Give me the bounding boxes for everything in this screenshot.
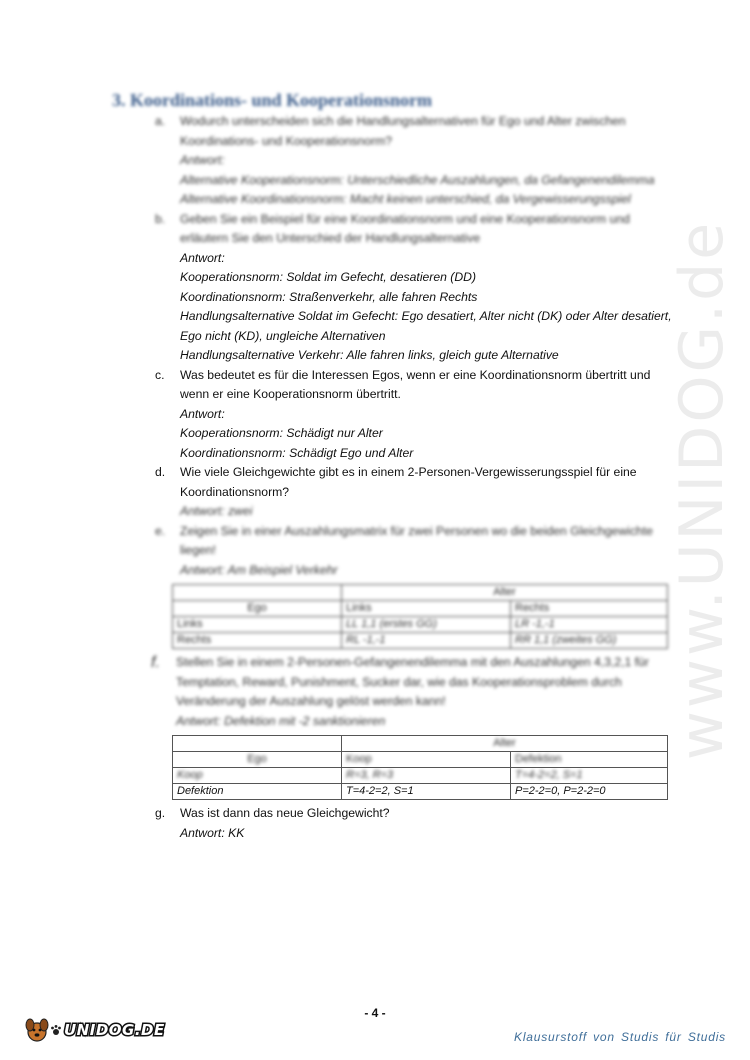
matrix-cell: RL -1,-1 [342, 633, 511, 649]
matrix-row-header: Koop [173, 768, 342, 784]
watermark-text: www.UNIDOG.de [667, 219, 737, 761]
answer-line: Kooperationsnorm: Soldat im Gefecht, desatieren (DD) [180, 270, 477, 284]
item-label: c. [155, 367, 165, 382]
section-heading: 3. Koordinations- und Kooperationsnorm [112, 90, 433, 110]
answer-line: Handlungsalternative Soldat im Gefecht: Ego desatiert, Alter nicht (DK) oder Alter desatiert, Ego nicht (KD), ungleiche Alternativen [180, 309, 672, 343]
matrix-row-header: Links [173, 617, 342, 633]
matrix-ego-header: Ego [173, 601, 342, 617]
answer-line: Antwort: Am Beispiel Verkehr [180, 562, 338, 577]
answer-line: Alternative Kooperationsnorm: Unterschiedliche Auszahlungen, da Gefangenendilemma [180, 172, 655, 187]
question-text: Was bedeutet es für die Interessen Egos, wenn er eine Koordinationsnorm übertritt und wenn er eine Kooperationsnorm übertritt. [180, 367, 651, 401]
item-label: d. [155, 465, 166, 479]
question-c [155, 366, 675, 464]
watermark [667, 219, 737, 761]
matrix-cell: T=4-2=2, S=1 [511, 768, 668, 784]
matrix-cell: R=3, R=3 [342, 768, 511, 784]
answer-line: Koordinationsnorm: Straßenverkehr, alle fahren Rechts [180, 289, 478, 304]
unidog-logo [24, 1016, 165, 1044]
paw-icon [50, 1024, 62, 1036]
question-text: Wodurch unterscheiden sich die Handlungsalternativen für Ego und Alter zwischen Koordinations- und Kooperationsnorm? [180, 114, 626, 148]
question-e [155, 522, 675, 581]
payoff-matrix-e [172, 584, 668, 649]
item-label: a. [155, 114, 166, 128]
matrix-corner [173, 736, 342, 752]
question-text: Geben Sie ein Beispiel für eine Koordinationsnorm und eine Kooperationsnorm und erläutern Sie den Unterschied der Handlungsalternative [180, 211, 630, 245]
matrix-ego-header: Ego [173, 752, 342, 768]
matrix-cell: LL 1,1 (erstes GG) [342, 617, 511, 633]
matrix-col-header: Links [342, 601, 511, 617]
matrix-alter-header: Alter [342, 736, 668, 752]
item-label: e. [155, 523, 166, 538]
dog-icon [24, 1016, 50, 1044]
answer-line: Kooperationsnorm: Schädigt nur Alter [180, 426, 383, 440]
item-label: f. [151, 654, 160, 671]
footer-tagline: Klausurstoff von Studis für Studis [514, 1030, 726, 1044]
question-text: Zeigen Sie in einer Auszahlungsmatrix für zwei Personen wo die beiden Gleichgewichte liegen! [180, 523, 653, 557]
page-content [151, 112, 675, 843]
question-text: Stellen Sie in einem 2-Personen-Gefangenendilemma mit den Auszahlungen 4,3,2,1 für Temptation, Reward, Punishment, Sucker dar, wie das Kooperationsproblem durch Veränderung der Auszahlung gelöst werden kann! [176, 655, 649, 708]
answer-label: Antwort: [180, 406, 225, 421]
payoff-matrix-f [172, 735, 668, 800]
matrix-alter-header: Alter [342, 585, 668, 601]
question-b [155, 210, 675, 366]
item-label: b. [155, 211, 166, 226]
answer-line: Alternative Koordinationsnorm: Macht keinen unterschied, da Vergewisserungsspiel [180, 192, 631, 206]
logo-text: UNIDOG.DE [64, 1021, 165, 1039]
answer-line: Antwort: Defektion mit -2 sanktionieren [176, 713, 386, 728]
matrix-cell: RR 1,1 (zweites GG) [511, 633, 668, 649]
matrix-corner [173, 585, 342, 601]
matrix-col-header: Defektion [511, 752, 668, 768]
question-text: Wie viele Gleichgewichte gibt es in einem 2-Personen-Vergewisserungsspiel für eine Koordinationsnorm? [180, 465, 637, 499]
page-number: - 4 - [364, 1006, 386, 1020]
matrix-col-header: Rechts [511, 601, 668, 617]
matrix-col-header: Koop [342, 752, 511, 768]
answer-line: Koordinationsnorm: Schädigt Ego und Alter [180, 445, 414, 460]
item-label: g. [155, 806, 166, 820]
answer-label: Antwort: [180, 250, 225, 265]
answer-line: Handlungsalternative Verkehr: Alle fahren links, gleich gute Alternative [180, 348, 559, 362]
matrix-row-header: Rechts [173, 633, 342, 649]
question-text: Was ist dann das neue Gleichgewicht? [180, 806, 390, 820]
question-a [155, 112, 675, 210]
question-g [155, 804, 675, 843]
matrix-cell: T=4-2=2, S=1 [342, 784, 511, 800]
answer-line: Antwort: KK [180, 825, 245, 840]
matrix-cell: P=2-2=0, P=2-2=0 [511, 784, 668, 800]
question-f [151, 653, 675, 731]
matrix-row-header: Defektion [173, 784, 342, 800]
answer-label: Antwort: [180, 153, 225, 167]
question-d [155, 463, 675, 522]
answer-line: Antwort: zwei [180, 504, 253, 518]
matrix-cell: LR -1,-1 [511, 617, 668, 633]
